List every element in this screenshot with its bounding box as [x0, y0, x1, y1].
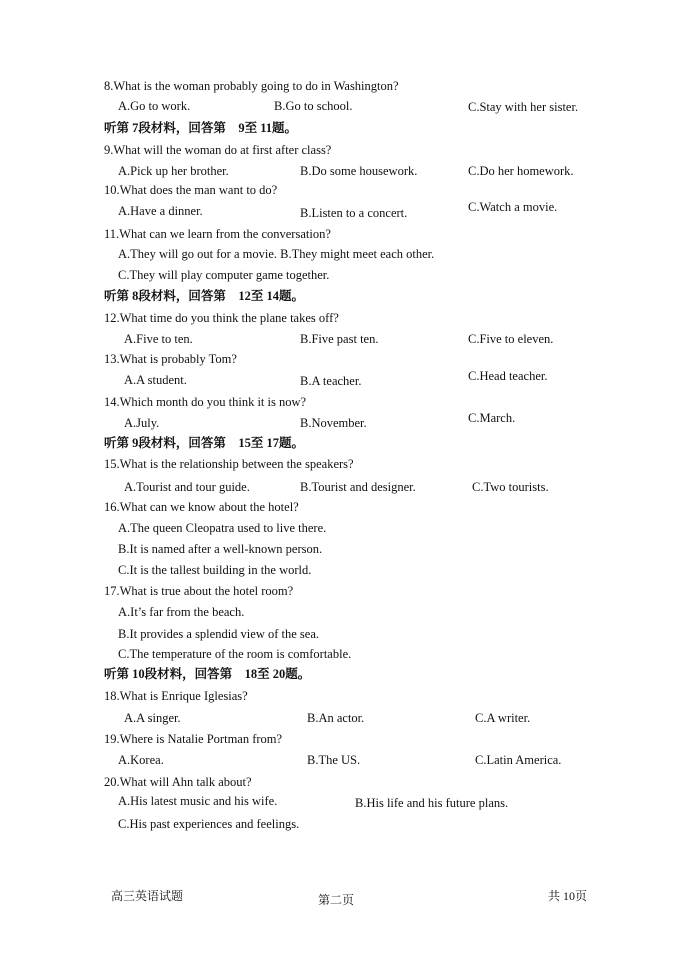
- q20-stem: 20.What will Ahn talk about?: [104, 775, 252, 789]
- q17-stem: 17.What is true about the hotel room?: [104, 584, 294, 598]
- q16-option-a: A.The queen Cleopatra used to live there.: [118, 521, 327, 535]
- q12-stem: 12.What time do you think the plane takes off?: [104, 311, 339, 325]
- q11-option-c: C.They will play computer game together.: [118, 268, 330, 282]
- q18-stem: 18.What is Enrique Iglesias?: [104, 689, 248, 703]
- q10-option-b: B.Listen to a concert.: [300, 206, 408, 220]
- q8-option-a: A.Go to work.: [118, 99, 191, 113]
- q10-option-a: A.Have a dinner.: [118, 204, 203, 218]
- q10-option-c: C.Watch a movie.: [468, 200, 558, 214]
- q10-stem: 10.What does the man want to do?: [104, 183, 278, 197]
- q19-option-b: B.The US.: [307, 753, 361, 767]
- q18-option-b: B.An actor.: [307, 711, 365, 725]
- q8-option-b: B.Go to school.: [274, 99, 353, 113]
- q16-stem: 16.What can we know about the hotel?: [104, 500, 299, 514]
- section-8-heading: 听第 8段材料，回答第 12至 14题。: [104, 289, 305, 303]
- q13-option-a: A.A student.: [124, 373, 187, 387]
- q11-stem: 11.What can we learn from the conversation?: [104, 227, 331, 241]
- q14-option-a: A.July.: [124, 416, 160, 430]
- q17-option-b: B.It provides a splendid view of the sea.: [118, 627, 319, 641]
- q15-option-b: B.Tourist and designer.: [300, 480, 416, 494]
- q14-option-c: C.March.: [468, 411, 516, 425]
- q9-stem: 9.What will the woman do at first after class?: [104, 143, 332, 157]
- section-9-heading: 听第 9段材料，回答第 15至 17题。: [104, 436, 305, 450]
- q9-option-c: C.Do her homework.: [468, 164, 574, 178]
- q20-option-a: A.His latest music and his wife.: [118, 794, 278, 808]
- footer-exam-title: 高三英语试题: [111, 889, 184, 903]
- q13-option-c: C.Head teacher.: [468, 369, 548, 383]
- q15-option-c: C.Two tourists.: [472, 480, 549, 494]
- q19-option-c: C.Latin America.: [475, 753, 562, 767]
- q16-option-c: C.It is the tallest building in the world.: [118, 563, 312, 577]
- section-10-heading: 听第 10段材料，回答第 18至 20题。: [104, 667, 311, 681]
- q19-stem: 19.Where is Natalie Portman from?: [104, 732, 283, 746]
- q12-option-a: A.Five to ten.: [124, 332, 193, 346]
- q14-stem: 14.Which month do you think it is now?: [104, 395, 307, 409]
- q19-option-a: A.Korea.: [118, 753, 164, 767]
- q16-option-b: B.It is named after a well-known person.: [118, 542, 323, 556]
- footer-total-pages: 共 10页: [548, 889, 588, 903]
- q13-option-b: B.A teacher.: [300, 374, 362, 388]
- q9-option-b: B.Do some housework.: [300, 164, 418, 178]
- footer-page-number: 第二页: [318, 893, 355, 907]
- section-7-heading: 听第 7段材料，回答第 9至 11题。: [104, 121, 298, 135]
- q13-stem: 13.What is probably Tom?: [104, 352, 237, 366]
- q20-option-c: C.His past experiences and feelings.: [118, 817, 300, 831]
- q8-option-c: C.Stay with her sister.: [468, 100, 579, 114]
- q17-option-a: A.It’s far from the beach.: [118, 605, 245, 619]
- q18-option-a: A.A singer.: [124, 711, 181, 725]
- q18-option-c: C.A writer.: [475, 711, 531, 725]
- q15-stem: 15.What is the relationship between the speakers?: [104, 457, 354, 471]
- q12-option-c: C.Five to eleven.: [468, 332, 554, 346]
- q14-option-b: B.November.: [300, 416, 367, 430]
- q12-option-b: B.Five past ten.: [300, 332, 379, 346]
- q15-option-a: A.Tourist and tour guide.: [124, 480, 250, 494]
- q9-option-a: A.Pick up her brother.: [118, 164, 229, 178]
- q8-stem: 8.What is the woman probably going to do in Washington?: [104, 79, 399, 93]
- q11-options-ab: A.They will go out for a movie. B.They might meet each other.: [118, 247, 435, 261]
- q20-option-b: B.His life and his future plans.: [355, 796, 509, 810]
- q17-option-c: C.The temperature of the room is comfortable.: [118, 647, 352, 661]
